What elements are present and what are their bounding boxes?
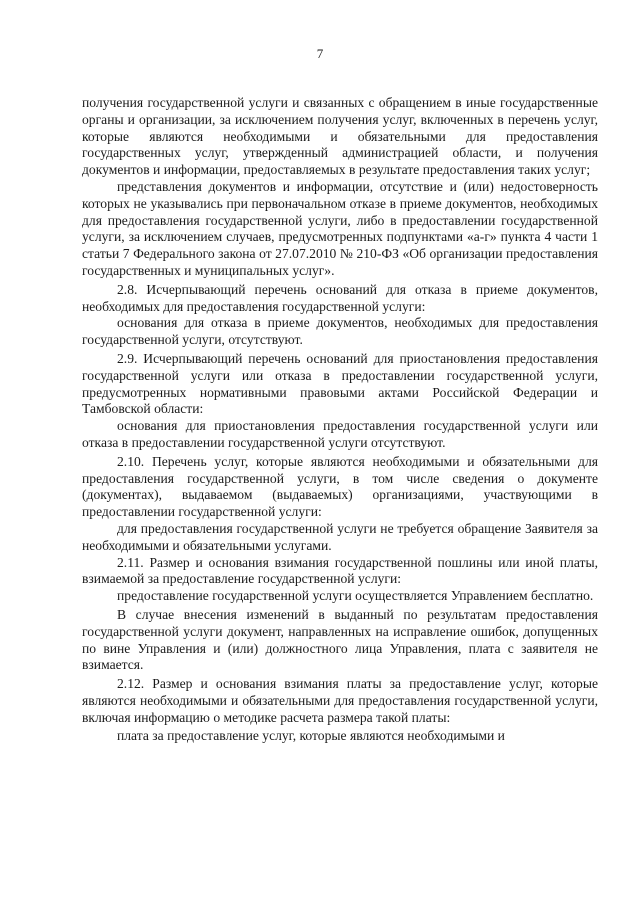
paragraph: В случае внесения изменений в выданный по результатам предоставления государственной услуги документ, направленных на исправление ошибок, допущенных по вине Управления и (или) должностного лица Управления, плата с заявителя не взимается. <box>82 606 598 673</box>
paragraph: предоставление государственной услуги осуществляется Управлением бесплатно. <box>117 588 594 604</box>
paragraph: основания для отказа в приеме документов, необходимых для предоставления государственной услуги, отсутствуют. <box>82 315 598 348</box>
paragraph: 2.8. Исчерпывающий перечень оснований для отказа в приеме документов, необходимых для предоставления государственной услуги: <box>82 281 598 314</box>
paragraph: получения государственной услуги и связанных с обращением в иные государственные органы и организации, за исключением получения услуг, включенных в перечень услуг, которые являются необходимыми и обязательными для предоставления государственных услуг, утвержденный администрацией области, и получения документов и информации, предоставляемых в результате предоставления таких услуг; <box>82 95 598 178</box>
paragraph: плата за предоставление услуг, которые являются необходимыми и <box>117 728 505 744</box>
body-text <box>82 95 598 745</box>
paragraph: для предоставления государственной услуги не требуется обращение Заявителя за необходимыми и обязательными услугами. <box>82 520 598 553</box>
paragraph: основания для приостановления предоставления государственной услуги или отказа в предоставлении государственной услуги отсутствуют. <box>82 418 598 450</box>
paragraph: 2.12. Размер и основания взимания платы за предоставление услуг, которые являются необходимыми и обязательными для предоставления государственной услуги, включая информацию о методике расчета размера такой платы: <box>82 676 598 725</box>
paragraph: 2.10. Перечень услуг, которые являются необходимыми и обязательными для предоставления государственной услуги, в том числе сведения о документе (документах), выдаваемом (выдаваемых) организациями, участвующими в предоставлении государственной услуги: <box>82 453 598 520</box>
paragraph: представления документов и информации, отсутствие и (или) недостоверность которых не указывались при первоначальном отказе в приеме документов, необходимых для предоставления государственной услуги, либо в предоставлении государственной услуги, за исключением случаев, предусмотренных подпунктами «а-г» пункта 4 части 1 статьи 7 Федерального закона от 27.07.2010 № 210-ФЗ «Об организации предоставления государственных и муниципальных услуг». <box>82 178 598 278</box>
paragraph: 2.11. Размер и основания взимания государственной пошлины или иной платы, взимаемой за предоставление государственной услуги: <box>82 554 598 587</box>
paragraph: 2.9. Исчерпывающий перечень оснований для приостановления предоставления государственной услуги или отказа в предоставлении государственной услуги, предусмотренных нормативными правовыми актами Российской Федерации и Тамбовской области: <box>82 350 598 417</box>
page-number: 7 <box>316 46 324 61</box>
